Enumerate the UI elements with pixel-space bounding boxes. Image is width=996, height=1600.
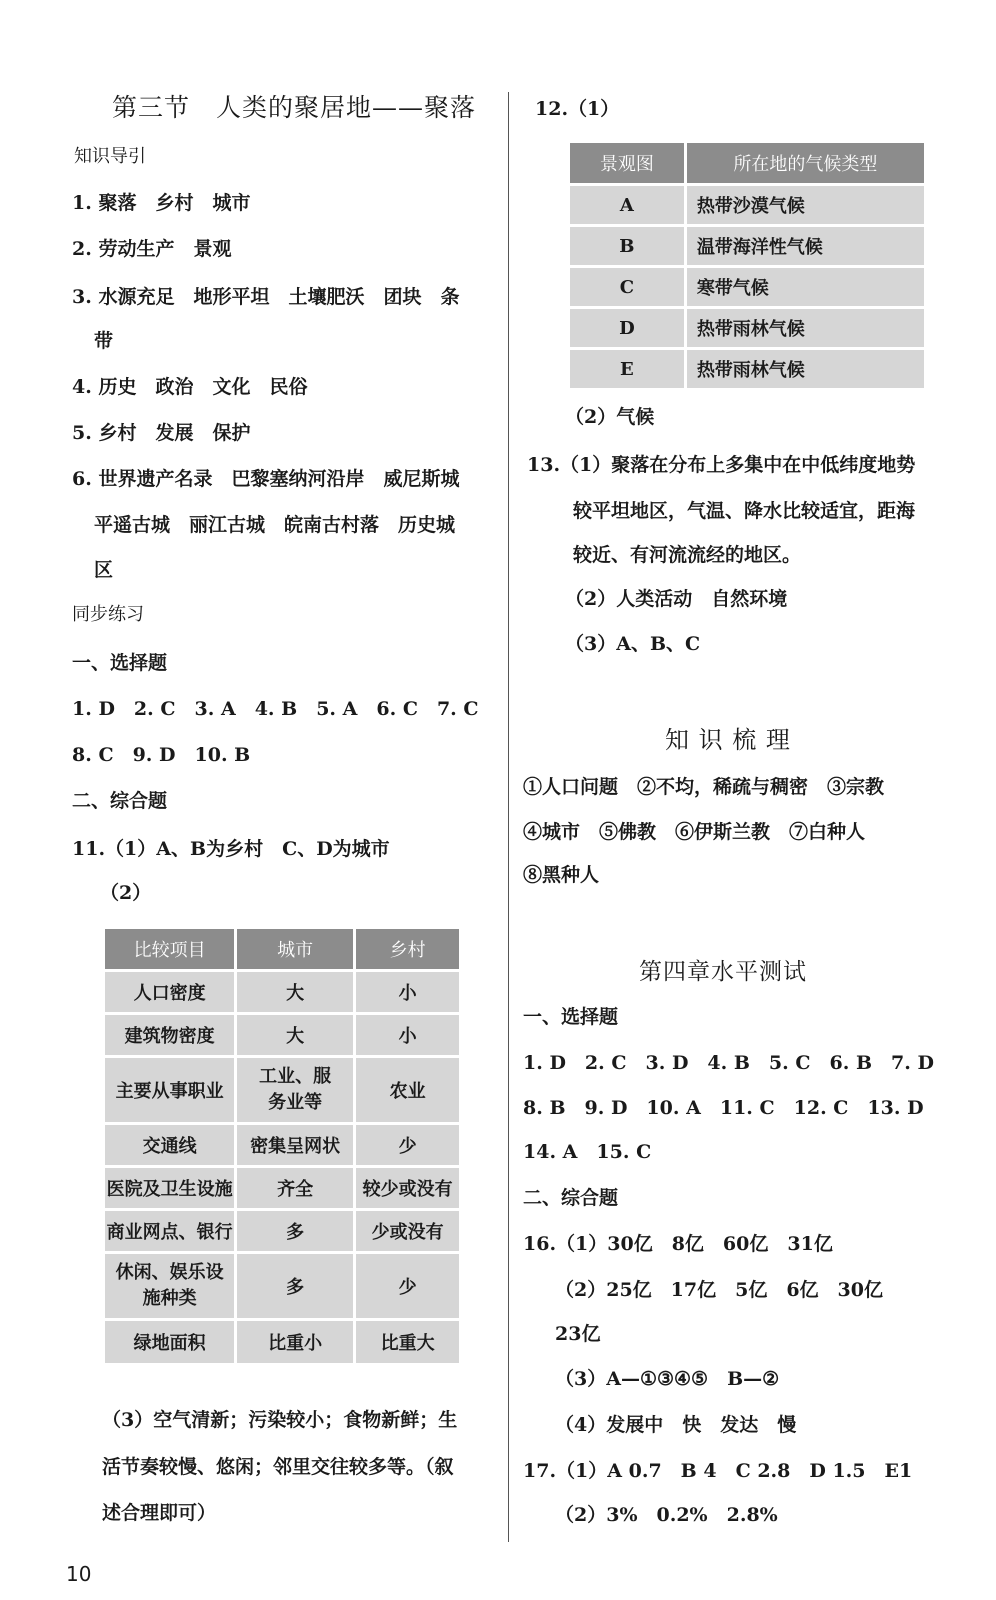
table-cell: 热带雨林气候 [687, 350, 924, 388]
choice-answers: 14. A 15. C [523, 1141, 652, 1163]
q13-part1: 较近、有河流流经的地区。 [573, 544, 802, 566]
table-cell: 多 [237, 1254, 353, 1318]
table-cell: 小 [356, 1015, 459, 1055]
section-title: 第三节 人类的聚居地——聚落 [112, 93, 477, 122]
table-cell: D [570, 309, 684, 347]
page-number: 10 [66, 1562, 92, 1586]
guide-item: 3. 水源充足 地形平坦 土壤肥沃 团块 条 [72, 286, 460, 308]
table-row [105, 1125, 459, 1165]
table-cell: 多 [237, 1211, 353, 1251]
table-cell: 农业 [356, 1058, 459, 1122]
choice-answers: 1. D 2. C 3. A 4. B 5. A 6. C 7. C [72, 698, 479, 720]
q16-line: （4）发展中 快 发达 慢 [555, 1414, 797, 1436]
comprehensive-heading: 二、综合题 [523, 1187, 619, 1209]
table-cell: 绿地面积 [105, 1321, 234, 1363]
guide-item: 6. 世界遗产名录 巴黎塞纳河沿岸 威尼斯城 [72, 468, 460, 490]
table-row [105, 1168, 459, 1208]
summary-line: ①人口问题 ②不均，稀疏与稠密 ③宗教 [523, 776, 885, 798]
table-cell: 交通线 [105, 1125, 234, 1165]
table-cell: 较少或没有 [356, 1168, 459, 1208]
table-header-row [105, 929, 459, 969]
q17-line: （2）3% 0.2% 2.8% [555, 1504, 778, 1526]
table-header: 乡村 [356, 929, 459, 969]
table-row [105, 1015, 459, 1055]
table-cell: 工业、服务业等 [237, 1058, 353, 1122]
q13-part2: （2）人类活动 自然环境 [565, 588, 788, 610]
guide-item: 带 [94, 330, 114, 352]
test-title: 第四章水平测试 [639, 959, 807, 985]
table-cell: 少 [356, 1125, 459, 1165]
table-cell: 主要从事职业 [105, 1058, 234, 1122]
q12-part1: 12.（1） [535, 98, 620, 120]
table-cell: 医院及卫生设施 [105, 1168, 234, 1208]
table-cell: 少 [356, 1254, 459, 1318]
table-row [570, 268, 924, 306]
table-row [105, 1058, 459, 1122]
comprehensive-heading: 二、综合题 [72, 790, 168, 812]
table-cell: 热带沙漠气候 [687, 186, 924, 224]
q11-part3: 述合理即可） [102, 1502, 217, 1524]
choice-heading: 一、选择题 [523, 1006, 619, 1028]
guide-label: 知识导引 [74, 146, 146, 167]
q11-part3: （3）空气清新；污染较小；食物新鲜；生 [102, 1409, 458, 1431]
table-row [570, 186, 924, 224]
table-cell: 比重小 [237, 1321, 353, 1363]
table-row [105, 972, 459, 1012]
guide-item: 2. 劳动生产 景观 [72, 238, 232, 260]
q16-line: 16.（1）30亿 8亿 60亿 31亿 [523, 1233, 833, 1255]
city-village-table [102, 926, 462, 1366]
table-cell: 温带海洋性气候 [687, 227, 924, 265]
practice-label: 同步练习 [72, 604, 144, 625]
table-cell: B [570, 227, 684, 265]
table-header: 城市 [237, 929, 353, 969]
q11-part3: 活节奏较慢、悠闲；邻里交往较多等。（叙 [102, 1456, 454, 1478]
q13-part1: 13.（1）聚落在分布上多集中在中低纬度地势 [527, 454, 916, 476]
table-row [570, 350, 924, 388]
guide-item: 1. 聚落 乡村 城市 [72, 192, 251, 214]
q11-part2: （2） [100, 882, 152, 904]
summary-line: ④城市 ⑤佛教 ⑥伊斯兰教 ⑦白种人 [523, 821, 866, 843]
table-cell: 大 [237, 1015, 353, 1055]
table-row [570, 227, 924, 265]
table-cell: 密集呈网状 [237, 1125, 353, 1165]
table-cell: 大 [237, 972, 353, 1012]
guide-item: 5. 乡村 发展 保护 [72, 422, 251, 444]
choice-heading: 一、选择题 [72, 652, 168, 674]
table-row [105, 1211, 459, 1251]
table-cell: E [570, 350, 684, 388]
choice-answers: 8. B 9. D 10. A 11. C 12. C 13. D [523, 1097, 924, 1119]
q13-part3: （3）A、B、C [565, 633, 701, 655]
table-cell: 寒带气候 [687, 268, 924, 306]
summary-line: ⑧黑种人 [523, 864, 600, 886]
table-row [570, 309, 924, 347]
table-cell: 人口密度 [105, 972, 234, 1012]
q12-part2: （2）气候 [565, 406, 655, 428]
table-cell: 比重大 [356, 1321, 459, 1363]
table-cell: 少或没有 [356, 1211, 459, 1251]
table-cell: 建筑物密度 [105, 1015, 234, 1055]
q16-line: 23亿 [555, 1323, 601, 1345]
q13-part1: 较平坦地区，气温、降水比较适宜，距海 [573, 500, 916, 522]
table-cell: A [570, 186, 684, 224]
table-cell: 齐全 [237, 1168, 353, 1208]
table-cell: 热带雨林气候 [687, 309, 924, 347]
table-header: 所在地的气候类型 [687, 143, 924, 183]
guide-item: 平遥古城 丽江古城 皖南古村落 历史城 [94, 514, 456, 536]
guide-item: 区 [94, 559, 114, 581]
summary-title: 知 识 梳 理 [665, 726, 791, 754]
table-cell: 小 [356, 972, 459, 1012]
table-cell: 休闲、娱乐设施种类 [105, 1254, 234, 1318]
table-row [105, 1321, 459, 1363]
q11-part1: 11.（1）A、B为乡村 C、D为城市 [72, 838, 390, 860]
table-header-row [570, 143, 924, 183]
q16-line: （2）25亿 17亿 5亿 6亿 30亿 [555, 1279, 883, 1301]
guide-item: 4. 历史 政治 文化 民俗 [72, 376, 308, 398]
q17-line: 17.（1）A 0.7 B 4 C 2.8 D 1.5 E1 [523, 1460, 913, 1482]
table-cell: 商业网点、银行 [105, 1211, 234, 1251]
table-header: 景观图 [570, 143, 684, 183]
choice-answers: 1. D 2. C 3. D 4. B 5. C 6. B 7. D [523, 1052, 934, 1074]
climate-table [567, 140, 927, 391]
table-row [105, 1254, 459, 1318]
q16-line: （3）A—①③④⑤ B—② [555, 1368, 780, 1390]
choice-answers: 8. C 9. D 10. B [72, 744, 251, 766]
column-divider [508, 92, 509, 1542]
table-cell: C [570, 268, 684, 306]
table-header: 比较项目 [105, 929, 234, 969]
